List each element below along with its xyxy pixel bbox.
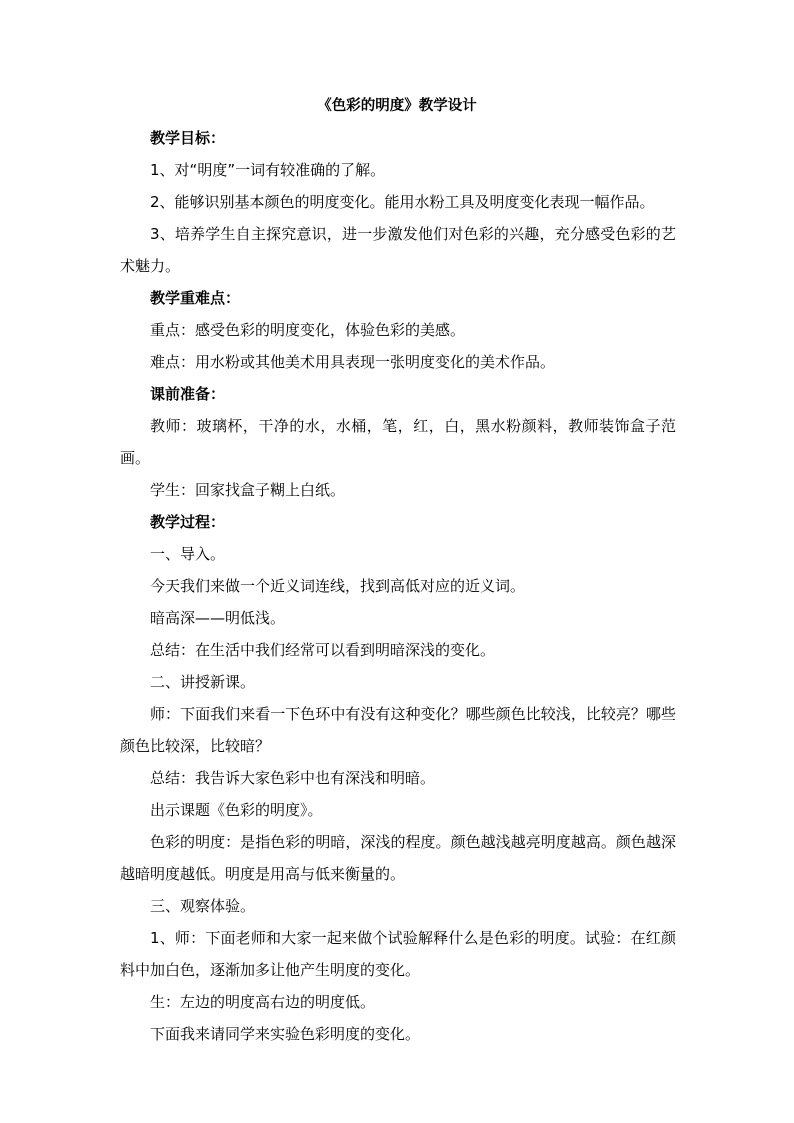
paragraph: 总结：我告诉大家色彩中也有深浅和明暗。	[150, 769, 436, 787]
paragraph: 教师：玻璃杯，干净的水，水桶，笔，红，白，黑水粉颜料，教师装饰盒子范画。	[120, 417, 676, 467]
paragraph: 一、导入。	[150, 545, 226, 563]
paragraph: 生：左边的明度高右边的明度低。	[150, 993, 376, 1011]
paragraph: 学生：回家找盒子糊上白纸。	[150, 481, 346, 499]
paragraph: 三、观察体验。	[150, 897, 256, 915]
paragraph: 2、能够识别基本颜色的明度变化。能用水粉工具及明度变化表现一幅作品。	[150, 193, 655, 211]
heading-preparation: 课前准备：	[150, 385, 226, 403]
paragraph: 色彩的明度：是指色彩的明暗，深浅的程度。颜色越浅越亮明度越高。颜色越深越暗明度越低。明度是用高与低来衡量的。	[120, 833, 676, 883]
paragraph: 1、师：下面老师和大家一起来做个试验解释什么是色彩的明度。试验：在红颜料中加白色，逐渐加多让他产生明度的变化。	[120, 929, 676, 979]
heading-key-difficulties: 教学重难点：	[150, 289, 241, 307]
paragraph: 暗高深——明低浅。	[150, 609, 286, 627]
paragraph: 今天我们来做一个近义词连线，找到高低对应的近义词。	[150, 577, 526, 595]
paragraph: 下面我来请同学来实验色彩明度的变化。	[150, 1025, 421, 1043]
heading-teaching-process: 教学过程：	[150, 513, 226, 531]
paragraph: 总结：在生活中我们经常可以看到明暗深浅的变化。	[150, 641, 496, 659]
paragraph: 3、培养学生自主探究意识，进一步激发他们对色彩的兴趣，充分感受色彩的艺术魅力。	[120, 225, 676, 275]
paragraph: 二、讲授新课。	[150, 673, 256, 691]
paragraph: 1、对“明度”一词有较准确的了解。	[150, 161, 386, 179]
heading-teaching-goals: 教学目标：	[150, 129, 226, 147]
paragraph: 难点：用水粉或其他美术用具表现一张明度变化的美术作品。	[150, 353, 556, 371]
document-body	[120, 122, 676, 1050]
paragraph: 出示课题《色彩的明度》。	[150, 801, 323, 819]
paragraph: 师：下面我们来看一下色环中有没有这种变化？哪些颜色比较浅，比较亮？哪些颜色比较深，比较暗？	[120, 705, 676, 755]
document-title: 《色彩的明度》教学设计	[317, 98, 477, 114]
paragraph: 重点：感受色彩的明度变化，体验色彩的美感。	[150, 321, 466, 339]
